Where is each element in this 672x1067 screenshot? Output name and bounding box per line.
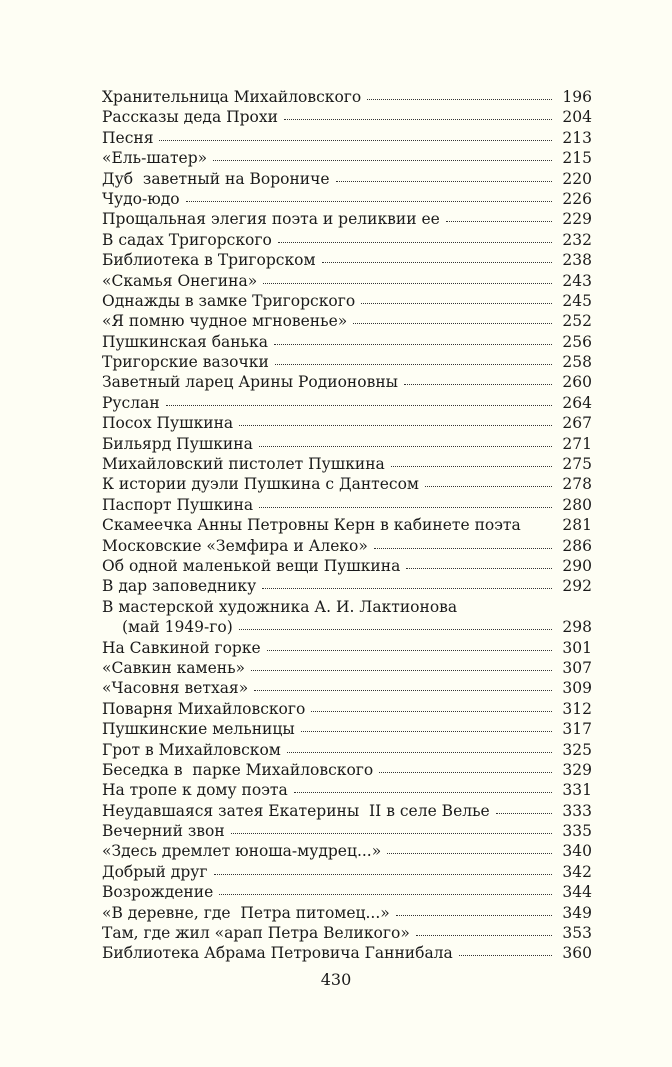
toc-entry bbox=[102, 128, 592, 148]
toc-entry-page: 215 bbox=[562, 149, 592, 168]
toc-entry-title: Посох Пушкина bbox=[102, 414, 234, 433]
toc-entry-page: 298 bbox=[562, 618, 592, 637]
dot-leader bbox=[374, 547, 552, 549]
toc-entry bbox=[102, 841, 592, 861]
dot-leader bbox=[311, 710, 552, 712]
toc-entry-title: Михайловский пистолет Пушкина bbox=[102, 455, 385, 474]
toc-entry-page: 275 bbox=[562, 455, 592, 474]
toc-entry-page: 286 bbox=[562, 536, 592, 555]
toc-entry-page: 278 bbox=[562, 475, 592, 494]
dot-leader bbox=[379, 771, 552, 773]
dot-leader bbox=[239, 628, 552, 630]
toc-entry bbox=[102, 678, 592, 698]
toc-entry-title: Чудо-юдо bbox=[102, 189, 180, 208]
toc-entry-title: Паспорт Пушкина bbox=[102, 495, 254, 514]
dot-leader bbox=[336, 180, 552, 182]
toc-entry-title: (май 1949-го) bbox=[122, 618, 233, 637]
dot-leader bbox=[463, 609, 552, 610]
toc-entry-page: 264 bbox=[562, 393, 592, 412]
toc-entry-title: Неудавшаяся затея Екатерины II в селе Велье bbox=[102, 801, 490, 820]
toc-entry bbox=[102, 821, 592, 841]
toc-entry-title: Рассказы деда Прохи bbox=[102, 108, 278, 127]
toc-entry bbox=[102, 413, 592, 433]
toc-entry-page: 232 bbox=[562, 230, 592, 249]
dot-leader bbox=[275, 363, 552, 365]
toc-entry-page: 280 bbox=[562, 495, 592, 514]
toc-entry-page: 312 bbox=[562, 699, 592, 718]
dot-leader bbox=[262, 587, 552, 589]
toc-entry bbox=[102, 474, 592, 494]
dot-leader bbox=[259, 506, 552, 508]
dot-leader bbox=[387, 852, 552, 854]
toc-entry-page: 335 bbox=[562, 822, 592, 841]
toc-entry-title: В дар заповеднику bbox=[102, 577, 257, 596]
dot-leader bbox=[404, 383, 552, 385]
toc-entry-page: 301 bbox=[562, 638, 592, 657]
toc-entry bbox=[102, 658, 592, 678]
toc-entry-title: Хранительница Михайловского bbox=[102, 88, 362, 106]
dot-leader bbox=[159, 139, 552, 141]
toc-entry-page: 317 bbox=[562, 720, 592, 739]
dot-leader bbox=[263, 282, 552, 284]
toc-entry bbox=[102, 801, 592, 821]
dot-leader bbox=[406, 567, 552, 569]
toc-entry-page: 258 bbox=[562, 353, 592, 372]
toc-entry-title: В мастерской художника А. И. Лактионова bbox=[102, 597, 458, 616]
toc-entry-page: 267 bbox=[562, 414, 592, 433]
toc-entry bbox=[102, 740, 592, 760]
toc-entry-title: Библиотека в Тригорском bbox=[102, 251, 316, 270]
dot-leader bbox=[416, 934, 552, 936]
dot-leader bbox=[367, 98, 552, 100]
toc-entry bbox=[102, 372, 592, 392]
toc-entry-page: 290 bbox=[562, 556, 592, 575]
toc-entry bbox=[102, 617, 592, 637]
toc-entry bbox=[102, 760, 592, 780]
toc-entry-page: 238 bbox=[562, 251, 592, 270]
toc-entry-title: Поварня Михайловского bbox=[102, 699, 306, 718]
dot-leader bbox=[284, 118, 552, 120]
toc-entry-title: Песня bbox=[102, 128, 154, 147]
dot-leader bbox=[231, 832, 552, 834]
toc-entry bbox=[102, 311, 592, 331]
dot-leader bbox=[219, 893, 552, 895]
dot-leader bbox=[166, 404, 552, 406]
dot-leader bbox=[496, 812, 552, 814]
dot-leader bbox=[353, 322, 552, 324]
toc-entry bbox=[102, 434, 592, 454]
toc-entry bbox=[102, 107, 592, 127]
toc-entry-page: 292 bbox=[562, 577, 592, 596]
toc-entry-page: 213 bbox=[562, 128, 592, 147]
dot-leader bbox=[294, 791, 552, 793]
toc-entry-title: Тригорские вазочки bbox=[102, 353, 269, 372]
toc-entry-title: «Ель-шатер» bbox=[102, 149, 208, 168]
dot-leader bbox=[361, 302, 552, 304]
toc-entry-title: Там, где жил «арап Петра Великого» bbox=[102, 924, 410, 943]
dot-leader bbox=[186, 200, 552, 202]
dot-leader bbox=[527, 527, 552, 528]
toc-entry-title: Добрый друг bbox=[102, 862, 208, 881]
toc-entry-page: 229 bbox=[562, 210, 592, 229]
toc-entry-title: Скамеечка Анны Петровны Керн в кабинете поэта bbox=[102, 516, 521, 535]
toc-entry-title: На тропе к дому поэта bbox=[102, 781, 288, 800]
toc-entry bbox=[102, 699, 592, 719]
toc-entry bbox=[102, 556, 592, 576]
toc-entry-title: «Здесь дремлет юноша-мудрец...» bbox=[102, 842, 382, 861]
dot-leader bbox=[322, 261, 552, 263]
toc-entry bbox=[102, 536, 592, 556]
dot-leader bbox=[301, 730, 552, 732]
toc-entry-page: 252 bbox=[562, 312, 592, 331]
toc-entry bbox=[102, 189, 592, 209]
toc-entry-page: 309 bbox=[562, 679, 592, 698]
toc-entry-page: 196 bbox=[562, 88, 592, 106]
toc-entry bbox=[102, 882, 592, 902]
page-number: 430 bbox=[320, 970, 352, 989]
toc-entry-title: «Скамья Онегина» bbox=[102, 271, 258, 290]
toc-entry-page: 260 bbox=[562, 373, 592, 392]
toc-entry-page: 204 bbox=[562, 108, 592, 127]
dot-leader bbox=[267, 649, 552, 651]
dot-leader bbox=[239, 424, 552, 426]
toc-entry-page: 353 bbox=[562, 924, 592, 943]
toc-entry bbox=[102, 638, 592, 658]
toc-entry-title: Однажды в замке Тригорского bbox=[102, 291, 356, 310]
toc-entry-title: На Савкиной горке bbox=[102, 638, 261, 657]
toc-entry-title: Пушкинская банька bbox=[102, 332, 268, 351]
toc-entry-title: Прощальная элегия поэта и реликвии ее bbox=[102, 210, 440, 229]
toc-entry bbox=[102, 576, 592, 596]
toc-entry bbox=[102, 923, 592, 943]
toc-entry bbox=[102, 209, 592, 229]
toc-entry-page: 281 bbox=[562, 516, 592, 535]
toc-entry bbox=[102, 515, 592, 535]
toc-entry-title: «Я помню чудное мгновенье» bbox=[102, 312, 348, 331]
toc-entry-title: Пушкинские мельницы bbox=[102, 720, 295, 739]
toc-entry bbox=[102, 148, 592, 168]
toc-entry-title: Бильярд Пушкина bbox=[102, 434, 253, 453]
toc-entry-title: Грот в Михайловском bbox=[102, 740, 281, 759]
toc-entry-title: Возрождение bbox=[102, 883, 214, 902]
toc-entry bbox=[102, 719, 592, 739]
toc-entry-title: Руслан bbox=[102, 393, 160, 412]
toc-entry bbox=[102, 230, 592, 250]
toc-entry-page: 307 bbox=[562, 658, 592, 677]
toc-entry bbox=[102, 597, 592, 617]
dot-leader bbox=[446, 220, 552, 222]
toc-entry bbox=[102, 169, 592, 189]
toc-entry bbox=[102, 454, 592, 474]
toc-entry-title: Библиотека Абрама Петровича Ганнибала bbox=[102, 944, 453, 963]
toc-entry-title: Заветный ларец Арины Родионовны bbox=[102, 373, 398, 392]
toc-entry bbox=[102, 943, 592, 963]
dot-leader bbox=[459, 954, 552, 956]
toc-entry-page: 333 bbox=[562, 801, 592, 820]
toc-entry-title: «Часовня ветхая» bbox=[102, 679, 249, 698]
toc-entry-title: Московские «Земфира и Алеко» bbox=[102, 536, 368, 555]
dot-leader bbox=[259, 445, 552, 447]
dot-leader bbox=[391, 465, 552, 467]
toc-entry-page: 245 bbox=[562, 291, 592, 310]
dot-leader bbox=[396, 914, 552, 916]
toc-entry-title: Дуб заветный на Ворониче bbox=[102, 169, 330, 188]
toc-entry bbox=[102, 291, 592, 311]
toc-entry-page: 220 bbox=[562, 169, 592, 188]
toc-entry bbox=[102, 393, 592, 413]
toc-entry-title: Вечерний звон bbox=[102, 822, 225, 841]
dot-leader bbox=[274, 343, 552, 345]
dot-leader bbox=[251, 669, 552, 671]
toc-entry-page: 360 bbox=[562, 944, 592, 963]
toc-entry-title: К истории дуэли Пушкина с Дантесом bbox=[102, 475, 419, 494]
toc-entry-page: 256 bbox=[562, 332, 592, 351]
toc-entry-page: 271 bbox=[562, 434, 592, 453]
dot-leader bbox=[214, 873, 553, 875]
toc-entry-title: Об одной маленькой вещи Пушкина bbox=[102, 556, 401, 575]
toc-entry-title: «В деревне, где Петра питомец...» bbox=[102, 903, 390, 922]
toc-entry-page: 342 bbox=[562, 862, 592, 881]
toc-entry bbox=[102, 780, 592, 800]
table-of-contents bbox=[102, 87, 592, 964]
toc-entry bbox=[102, 271, 592, 291]
toc-entry bbox=[102, 332, 592, 352]
toc-entry-page: 226 bbox=[562, 189, 592, 208]
toc-entry bbox=[102, 250, 592, 270]
toc-entry-page: 243 bbox=[562, 271, 592, 290]
toc-entry-page: 325 bbox=[562, 740, 592, 759]
toc-entry bbox=[102, 87, 592, 107]
toc-entry bbox=[102, 495, 592, 515]
toc-entry bbox=[102, 352, 592, 372]
toc-entry bbox=[102, 862, 592, 882]
dot-leader bbox=[213, 159, 552, 161]
toc-entry bbox=[102, 903, 592, 923]
toc-entry-page: 331 bbox=[562, 781, 592, 800]
toc-entry-page: 329 bbox=[562, 760, 592, 779]
toc-entry-title: «Савкин камень» bbox=[102, 658, 245, 677]
toc-entry-page: 349 bbox=[562, 903, 592, 922]
toc-entry-title: Беседка в парке Михайловского bbox=[102, 760, 374, 779]
toc-entry-page: 340 bbox=[562, 842, 592, 861]
toc-entry-page: 344 bbox=[562, 883, 592, 902]
dot-leader bbox=[287, 751, 552, 753]
dot-leader bbox=[278, 241, 552, 243]
dot-leader bbox=[425, 485, 552, 487]
dot-leader bbox=[254, 689, 552, 691]
toc-entry-title: В садах Тригорского bbox=[102, 230, 272, 249]
